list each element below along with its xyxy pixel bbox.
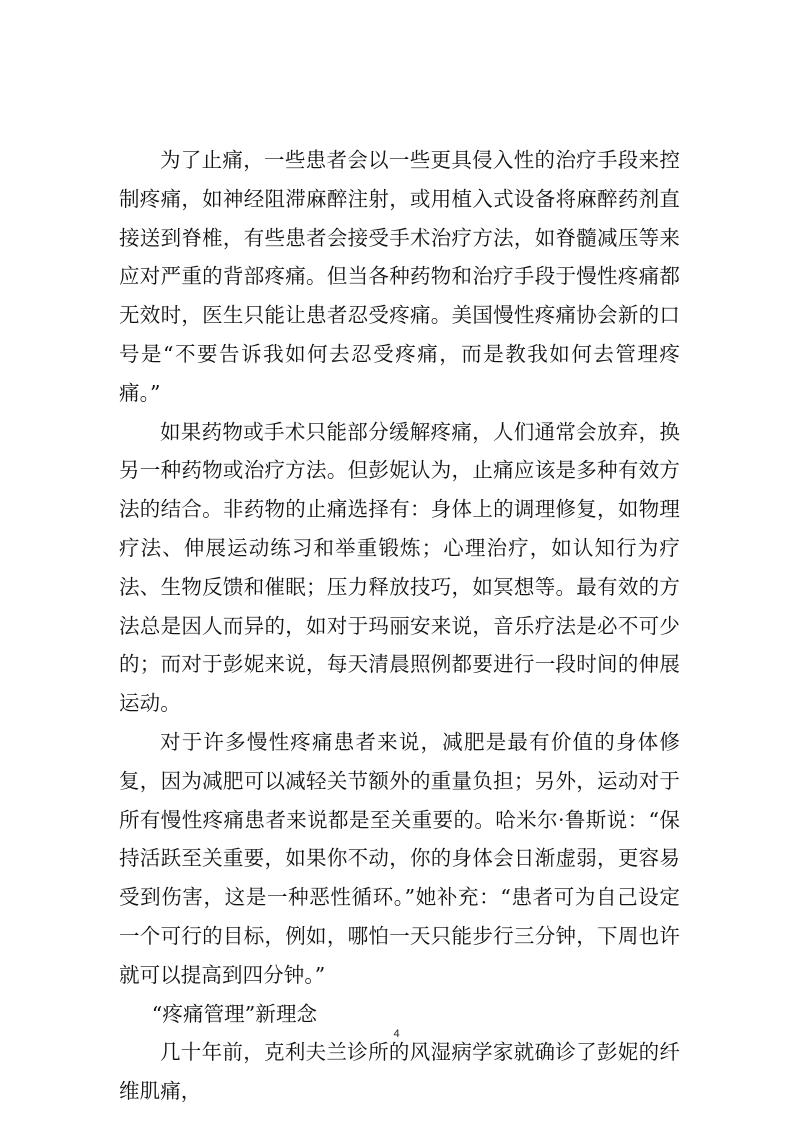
section-heading: “疼痛管理”新理念 — [151, 1001, 318, 1026]
paragraph-weight-loss-exercise: 对于许多慢性疼痛患者来说，减肥是最有价值的身体修复，因为减肥可以减轻关节额外的重量负担；另外，运动对于所有慢性疼痛患者来说都是至关重要的。哈米尔·鲁斯说：“保持活跃至关重要，如果你不动，你的身体会日渐虚弱，更容易受到伤害，这是一种恶性循环。”她补充：“患者可为自己设定一个可行的目标，例如，哪怕一天只能步行三分钟，下周也许就可以提高到四分钟。” — [119, 729, 680, 987]
page-number: 4 — [393, 1028, 400, 1040]
paragraph-invasive-treatment: 为了止痛，一些患者会以一些更具侵入性的治疗手段来控制疼痛，如神经阻滞麻醉注射，或用植入式设备将麻醉药剂直接送到脊椎，有些患者会接受手术治疗方法，如脊髓减压等来应对严重的背部疼痛。但当各种药物和治疗手段于慢性疼痛都无效时，医生只能让患者忍受疼痛。美国慢性疼痛协会新的口号是“不要告诉我如何去忍受疼痛，而是教我如何去管理疼痛。” — [119, 148, 680, 405]
paragraph-clinic-diagnosis: 几十年前，克利夫兰诊所的风湿病学家就确诊了彭妮的纤维肌痛， — [119, 1040, 680, 1104]
paragraph-combined-methods: 如果药物或手术只能部分缓解疼痛，人们通常会放弃，换另一种药物或治疗方法。但彭妮认为，止痛应该是多种有效方法的结合。非药物的止痛选择有：身体上的调理修复，如物理疗法、伸展运动练习和举重锻炼；心理治疗，如认知行为疗法、生物反馈和催眠；压力释放技巧，如冥想等。最有效的方法总是因人而异的，如对于玛丽安来说，音乐疗法是必不可少的；而对于彭妮来说，每天清晨照例都要进行一段时间的伸展运动。 — [119, 419, 680, 716]
page-body — [119, 141, 680, 1111]
